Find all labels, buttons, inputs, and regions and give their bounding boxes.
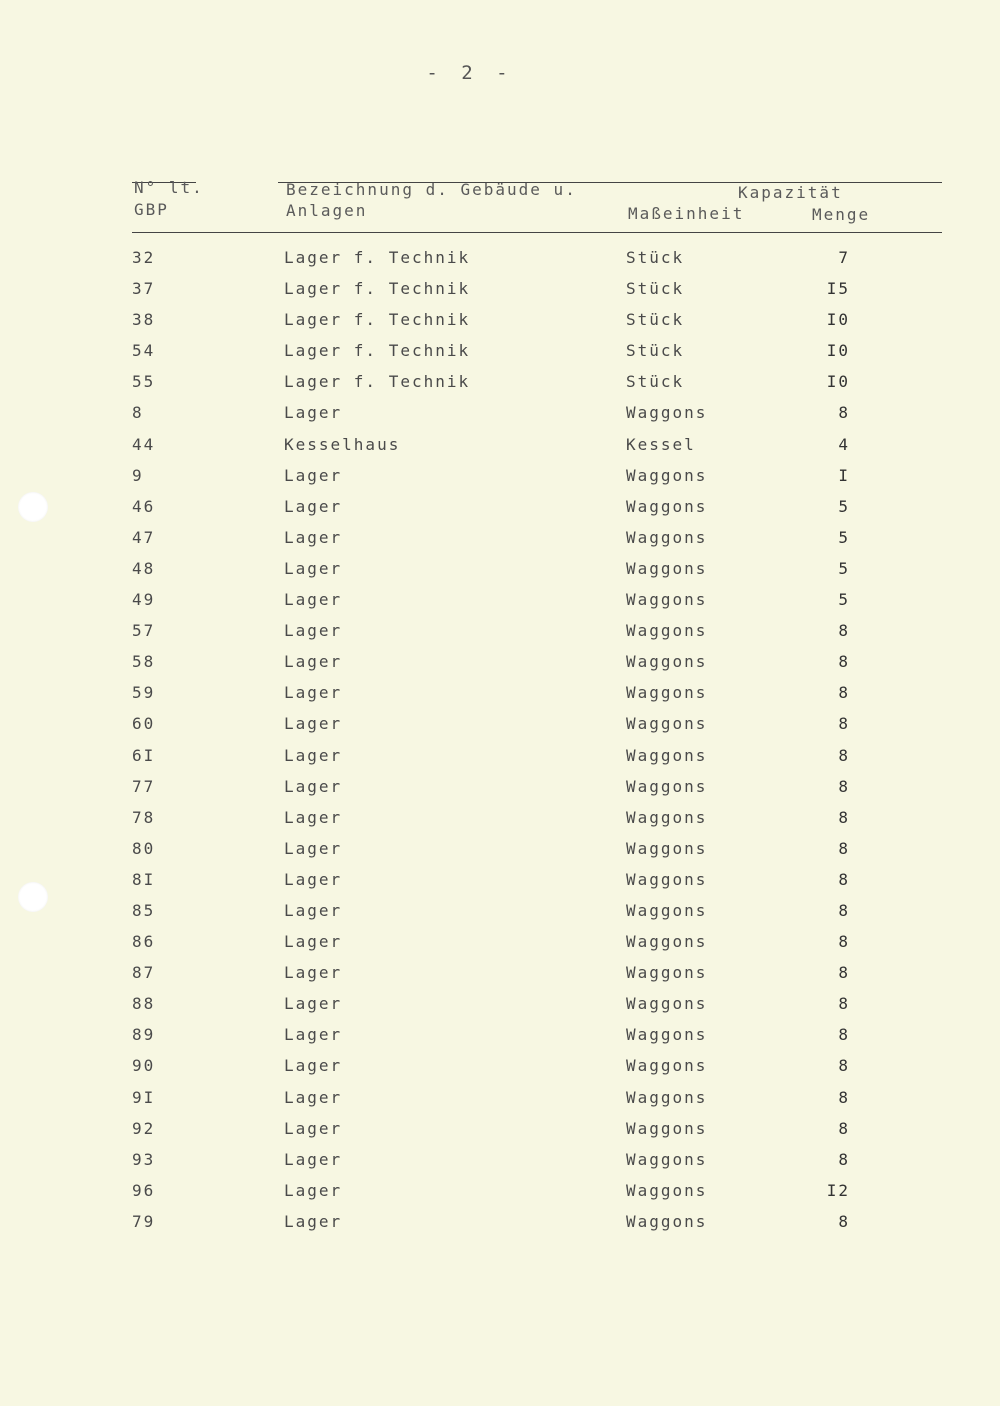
table-row — [0, 466, 1000, 497]
row-menge: 8 — [838, 714, 850, 734]
row-menge: 8 — [838, 1025, 850, 1045]
row-nr: 54 — [132, 341, 156, 361]
row-bezeichnung: Lager — [284, 1118, 343, 1138]
row-bezeichnung: Lager — [284, 1149, 343, 1169]
row-nr: 86 — [132, 932, 156, 952]
row-bezeichnung: Lager f. Technik — [284, 248, 471, 267]
row-einheit: Waggons — [626, 558, 708, 578]
header-nr-line1: N° lt. — [134, 178, 204, 197]
row-menge: I2 — [826, 1180, 850, 1200]
row-menge: 8 — [838, 900, 850, 920]
header-bezeichnung-line1: Bezeichnung d. Gebäude u. — [286, 180, 577, 199]
row-bezeichnung: Lager — [284, 590, 343, 610]
table-row — [0, 1119, 1000, 1150]
row-menge: I0 — [826, 310, 850, 330]
row-einheit: Waggons — [626, 869, 708, 889]
row-nr: 6I — [132, 745, 156, 765]
row-einheit: Waggons — [626, 1025, 708, 1045]
row-einheit: Waggons — [626, 1056, 708, 1076]
row-einheit: Waggons — [626, 714, 708, 734]
row-bezeichnung: Kesselhaus — [284, 434, 401, 454]
row-einheit: Waggons — [626, 1149, 708, 1169]
row-menge: 8 — [838, 963, 850, 983]
row-nr: 55 — [132, 372, 156, 392]
header-bezeichnung-line2: Anlagen — [286, 201, 368, 220]
row-einheit: Stück — [626, 279, 685, 299]
row-menge: I — [838, 465, 850, 485]
row-bezeichnung: Lager — [284, 900, 343, 920]
row-bezeichnung: Lager — [284, 1056, 343, 1076]
row-einheit: Waggons — [626, 963, 708, 983]
table-row — [0, 994, 1000, 1025]
row-nr: 90 — [132, 1056, 156, 1076]
row-menge: 8 — [838, 745, 850, 765]
row-einheit: Waggons — [626, 745, 708, 765]
row-bezeichnung: Lager — [284, 621, 343, 641]
page-number: - 2 - — [426, 62, 514, 84]
row-menge: 8 — [838, 807, 850, 827]
row-menge: 8 — [838, 652, 850, 672]
row-bezeichnung: Lager — [284, 1025, 343, 1045]
row-bezeichnung: Lager f. Technik — [284, 372, 471, 392]
row-einheit: Waggons — [626, 590, 708, 610]
row-einheit: Waggons — [626, 994, 708, 1014]
table-row — [0, 497, 1000, 528]
row-einheit: Waggons — [626, 838, 708, 858]
row-nr: 58 — [132, 652, 156, 672]
header-masseinheit: Maßeinheit — [628, 204, 745, 223]
table-row — [0, 341, 1000, 372]
table-row — [0, 901, 1000, 932]
table-row — [0, 746, 1000, 777]
row-bezeichnung: Lager — [284, 558, 343, 578]
row-nr: 37 — [132, 279, 156, 299]
table-row — [0, 1025, 1000, 1056]
row-bezeichnung: Lager f. Technik — [284, 310, 471, 330]
row-nr: 9I — [132, 1087, 156, 1107]
table-row — [0, 435, 1000, 466]
row-einheit: Waggons — [626, 621, 708, 641]
row-nr: 57 — [132, 621, 156, 641]
table-row — [0, 777, 1000, 808]
row-einheit: Stück — [626, 248, 685, 267]
row-menge: 8 — [838, 1087, 850, 1107]
row-nr: 93 — [132, 1149, 156, 1169]
table-row — [0, 714, 1000, 745]
row-bezeichnung: Lager — [284, 714, 343, 734]
row-menge: I0 — [826, 341, 850, 361]
table-row — [0, 839, 1000, 870]
row-menge: I5 — [826, 279, 850, 299]
row-bezeichnung: Lager — [284, 683, 343, 703]
row-nr: 78 — [132, 807, 156, 827]
row-bezeichnung: Lager — [284, 1087, 343, 1107]
row-bezeichnung: Lager — [284, 932, 343, 952]
row-menge: 8 — [838, 1149, 850, 1169]
row-nr: 89 — [132, 1025, 156, 1045]
row-bezeichnung: Lager — [284, 807, 343, 827]
row-nr: 80 — [132, 838, 156, 858]
row-menge: I0 — [826, 372, 850, 392]
header-kapazitaet: Kapazität — [738, 183, 843, 202]
row-einheit: Waggons — [626, 1180, 708, 1200]
table-row — [0, 279, 1000, 310]
row-nr: 32 — [132, 248, 156, 267]
row-menge: 5 — [838, 558, 850, 578]
row-einheit: Waggons — [626, 776, 708, 796]
row-einheit: Stück — [626, 372, 685, 392]
row-menge: 8 — [838, 994, 850, 1014]
row-nr: 96 — [132, 1180, 156, 1200]
row-nr: 48 — [132, 558, 156, 578]
row-nr: 79 — [132, 1211, 156, 1231]
table-row — [0, 403, 1000, 434]
table-row — [0, 963, 1000, 994]
row-bezeichnung: Lager — [284, 869, 343, 889]
table-row — [0, 248, 1000, 279]
row-nr: 38 — [132, 310, 156, 330]
row-menge: 7 — [838, 248, 850, 267]
header-menge: Menge — [812, 205, 871, 224]
table-row — [0, 932, 1000, 963]
row-menge: 8 — [838, 776, 850, 796]
row-nr: 77 — [132, 776, 156, 796]
row-bezeichnung: Lager — [284, 963, 343, 983]
row-menge: 8 — [838, 403, 850, 423]
row-einheit: Waggons — [626, 652, 708, 672]
table-row — [0, 1056, 1000, 1087]
row-einheit: Waggons — [626, 527, 708, 547]
row-nr: 59 — [132, 683, 156, 703]
row-einheit: Waggons — [626, 465, 708, 485]
row-bezeichnung: Lager — [284, 465, 343, 485]
row-menge: 8 — [838, 932, 850, 952]
row-menge: 8 — [838, 1056, 850, 1076]
row-bezeichnung: Lager f. Technik — [284, 279, 471, 299]
row-bezeichnung: Lager — [284, 1211, 343, 1231]
row-bezeichnung: Lager — [284, 652, 343, 672]
row-nr: 87 — [132, 963, 156, 983]
header-rule-bottom — [132, 232, 942, 233]
table-row — [0, 372, 1000, 403]
row-bezeichnung: Lager — [284, 776, 343, 796]
row-einheit: Stück — [626, 310, 685, 330]
row-bezeichnung: Lager — [284, 527, 343, 547]
row-menge: 8 — [838, 1118, 850, 1138]
row-bezeichnung: Lager — [284, 994, 343, 1014]
row-einheit: Waggons — [626, 1211, 708, 1231]
row-einheit: Waggons — [626, 496, 708, 516]
table-row — [0, 310, 1000, 341]
row-einheit: Waggons — [626, 932, 708, 952]
table-body — [0, 248, 1000, 1243]
row-menge: 8 — [838, 838, 850, 858]
row-menge: 8 — [838, 1211, 850, 1231]
row-nr: 9 — [132, 465, 144, 485]
row-bezeichnung: Lager — [284, 745, 343, 765]
row-menge: 8 — [838, 621, 850, 641]
table-row — [0, 590, 1000, 621]
row-einheit: Waggons — [626, 403, 708, 423]
row-einheit: Waggons — [626, 1118, 708, 1138]
row-einheit: Stück — [626, 341, 685, 361]
row-bezeichnung: Lager — [284, 838, 343, 858]
row-nr: 46 — [132, 496, 156, 516]
table-row — [0, 528, 1000, 559]
row-menge: 4 — [838, 434, 850, 454]
row-einheit: Waggons — [626, 807, 708, 827]
row-bezeichnung: Lager — [284, 1180, 343, 1200]
row-nr: 44 — [132, 434, 156, 454]
row-nr: 47 — [132, 527, 156, 547]
row-einheit: Waggons — [626, 900, 708, 920]
row-einheit: Waggons — [626, 683, 708, 703]
table-row — [0, 1212, 1000, 1243]
table-row — [0, 1150, 1000, 1181]
row-nr: 60 — [132, 714, 156, 734]
table-row — [0, 559, 1000, 590]
table-row — [0, 870, 1000, 901]
row-bezeichnung: Lager f. Technik — [284, 341, 471, 361]
row-menge: 8 — [838, 683, 850, 703]
row-einheit: Kessel — [626, 434, 696, 454]
header-nr-line2: GBP — [134, 200, 169, 219]
row-nr: 85 — [132, 900, 156, 920]
row-nr: 92 — [132, 1118, 156, 1138]
table-row — [0, 621, 1000, 652]
row-nr: 49 — [132, 590, 156, 610]
row-menge: 5 — [838, 590, 850, 610]
row-bezeichnung: Lager — [284, 403, 343, 423]
table-row — [0, 1088, 1000, 1119]
row-nr: 8I — [132, 869, 156, 889]
row-nr: 8 — [132, 403, 144, 423]
table-row — [0, 652, 1000, 683]
table-row — [0, 1181, 1000, 1212]
row-menge: 5 — [838, 496, 850, 516]
row-einheit: Waggons — [626, 1087, 708, 1107]
row-nr: 88 — [132, 994, 156, 1014]
table-row — [0, 683, 1000, 714]
row-menge: 8 — [838, 869, 850, 889]
row-bezeichnung: Lager — [284, 496, 343, 516]
row-menge: 5 — [838, 527, 850, 547]
table-row — [0, 808, 1000, 839]
